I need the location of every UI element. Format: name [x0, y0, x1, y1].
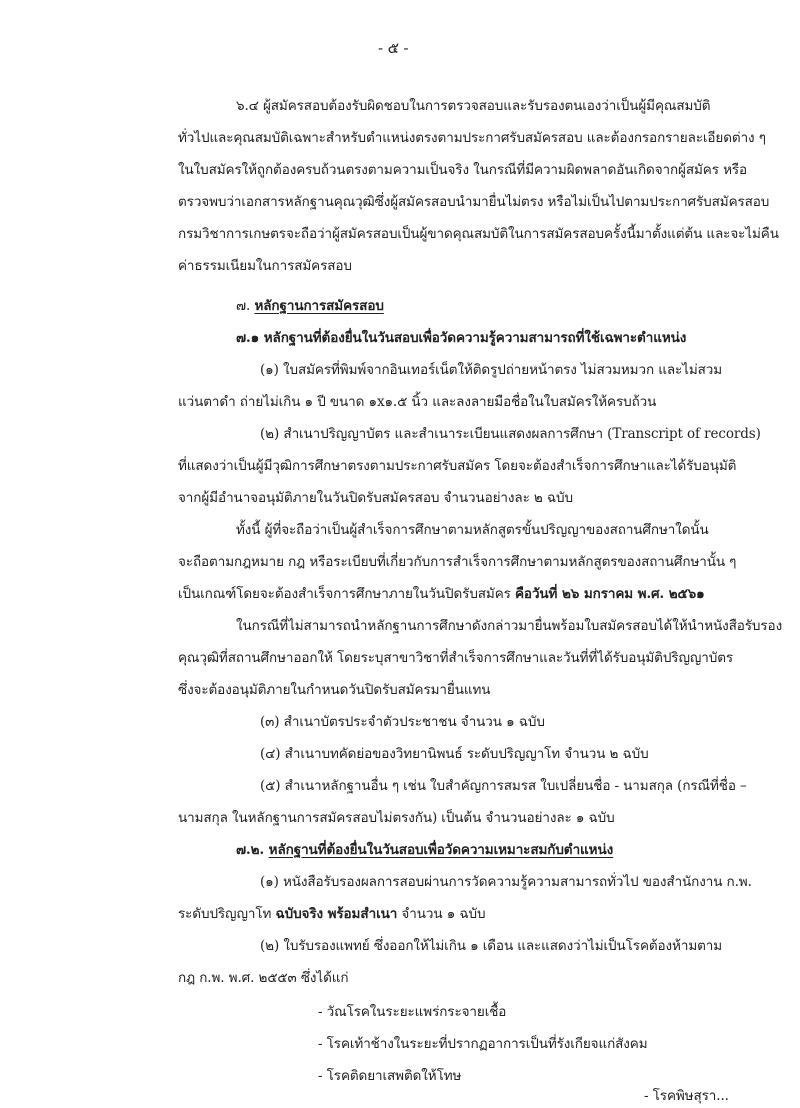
- closing-date: คือวันที่ ๒๖ มกราคม พ.ศ. ๒๕๖๑: [515, 586, 705, 602]
- disease-item-3: - โรคติดยาเสพติดให้โทษ: [318, 1068, 462, 1084]
- disease-item-2: - โรคเท้าช้างในระยะที่ปรากฏอาการเป็นที่รังเกียจแก่สังคม: [318, 1036, 648, 1052]
- p64-line-4: ตรวจพบว่าเอกสารหลักฐานคุณวุฒิซึ่งผู้สมัครสอบนำมายื่นไม่ตรง หรือไม่เป็นไปตามประกาศรับสมัครสอบ: [178, 194, 770, 210]
- item-5-line-1: (๕) สำเนาหลักฐานอื่น ๆ เช่น ใบสำคัญการสมรส ใบเปลี่ยนชื่อ - นามสกุล (กรณีที่ชื่อ –: [260, 778, 747, 794]
- doc-2-line-1: (๒) ใบรับรองแพทย์ ซึ่งออกให้ไม่เกิน ๑ เดือน และแสดงว่าไม่เป็นโรคต้องห้ามตาม: [260, 938, 723, 954]
- doc-1-suffix: จำนวน ๑ ฉบับ: [397, 906, 486, 922]
- section-7-number: ๗.: [236, 298, 251, 314]
- item-3: (๓) สำเนาบัตรประจำตัวประชาชน จำนวน ๑ ฉบับ: [260, 714, 545, 730]
- note-2-line-2: คุณวุฒิที่สถานศึกษาออกให้ โดยระบุสาขาวิชาที่สำเร็จการศึกษาและวันที่ที่ได้รับอนุมัติปริญญาบัตร: [178, 650, 734, 666]
- doc-1-line-1: (๑) หนังสือรับรองผลการสอบผ่านการวัดความรู้ความสามารถทั่วไป ของสำนักงาน ก.พ.: [260, 874, 752, 890]
- note-1-line-1: ทั้งนี้ ผู้ที่จะถือว่าเป็นผู้สำเร็จการศึกษาตามหลักสูตรขั้นปริญญาของสถานศึกษาใดนั้น: [236, 522, 709, 538]
- item-1-line-1: (๑) ใบสมัครที่พิมพ์จากอินเทอร์เน็ตให้ติดรูปถ่ายหน้าตรง ไม่สวมหมวก และไม่สวม: [260, 362, 723, 378]
- p64-line-5: กรมวิชาการเกษตรจะถือว่าผู้สมัครสอบเป็นผู้ขาดคุณสมบัติในการสมัครสอบครั้งนี้มาตั้งแต่ต้น และจะไม่คืน: [178, 226, 779, 242]
- p64-line-6: ค่าธรรมเนียมในการสมัครสอบ: [178, 258, 352, 274]
- section-7-1-heading: ๗.๑ หลักฐานที่ต้องยื่นในวันสอบเพื่อวัดความรู้ความสามารถที่ใช้เฉพาะตำแหน่ง: [236, 330, 687, 346]
- note-2-line-1: ในกรณีที่ไม่สามารถนำหลักฐานการศึกษาดังกล่าวมายื่นพร้อมใบสมัครสอบได้ให้นำหนังสือรับรอง: [236, 618, 783, 634]
- page-number: - ๕ -: [378, 39, 409, 57]
- section-7-title: หลักฐานการสมัครสอบ: [254, 298, 384, 314]
- item-4: (๔) สำเนาบทคัดย่อของวิทยานิพนธ์ ระดับปริญญาโท จำนวน ๒ ฉบับ: [260, 746, 649, 762]
- doc-2-line-2: กฎ ก.พ. พ.ศ. ๒๕๕๓ ซึ่งได้แก่: [178, 970, 349, 986]
- section-7-2-title: หลักฐานที่ต้องยื่นในวันสอบเพื่อวัดความเหมาะสมกับตำแหน่ง: [268, 842, 614, 858]
- section-7-2-heading: [236, 840, 613, 860]
- note-1-line-3: [178, 584, 705, 604]
- section-7-2-number: ๗.๒.: [236, 842, 265, 858]
- item-2-line-2: ที่แสดงว่าเป็นผู้มีวุฒิการศึกษาตรงตามประกาศรับสมัคร โดยจะต้องสำเร็จการศึกษาและได้รับอนุมัติ: [178, 458, 737, 474]
- doc-1-bold: ฉบับจริง พร้อมสำเนา: [275, 906, 398, 922]
- note-2-line-3: ซึ่งจะต้องอนุมัติภายในกำหนดวันปิดรับสมัครมายื่นแทน: [178, 682, 491, 698]
- item-5-line-2: นามสกุล ในหลักฐานการสมัครสอบไม่ตรงกัน) เป็นต้น จำนวนอย่างละ ๑ ฉบับ: [178, 810, 615, 826]
- section-7-heading: [236, 296, 384, 316]
- item-2-line-1: (๒) สำเนาปริญญาบัตร และสำเนาระเบียนแสดงผลการศึกษา (Transcript of records): [260, 426, 761, 442]
- doc-1-line-2: [178, 904, 485, 924]
- p64-line-2: ทั่วไปและคุณสมบัติเฉพาะสำหรับตำแหน่งตรงตามประกาศรับสมัครสอบ และต้องกรอกรายละเอียดต่าง ๆ: [178, 130, 766, 146]
- continuation-marker: - โรคพิษสุรา...: [644, 1088, 729, 1104]
- disease-item-1: - วัณโรคในระยะแพร่กระจายเชื้อ: [318, 1004, 507, 1020]
- item-2-line-3: จากผู้มีอำนาจอนุมัติภายในวันปิดรับสมัครสอบ จำนวนอย่างละ ๒ ฉบับ: [178, 490, 573, 506]
- doc-1-prefix: ระดับปริญญาโท: [178, 906, 276, 922]
- note-1-text: เป็นเกณฑ์โดยจะต้องสำเร็จการศึกษาภายในวันปิดรับสมัคร: [178, 586, 515, 602]
- p64-line-1: ๖.๔ ผู้สมัครสอบต้องรับผิดชอบในการตรวจสอบและรับรองตนเองว่าเป็นผู้มีคุณสมบัติ: [236, 98, 711, 114]
- p64-line-3: ในใบสมัครให้ถูกต้องครบถ้วนตรงตามความเป็นจริง ในกรณีที่มีความผิดพลาดอันเกิดจากผู้สมัคร หรือ: [178, 162, 748, 178]
- item-1-line-2: แว่นตาดำ ถ่ายไม่เกิน ๑ ปี ขนาด ๑x๑.๕ นิ้ว และลงลายมือชื่อในใบสมัครให้ครบถ้วน: [178, 394, 657, 410]
- note-1-line-2: จะถือตามกฎหมาย กฎ หรือระเบียบที่เกี่ยวกับการสำเร็จการศึกษาตามหลักสูตรของสถานศึกษานั้น ๆ: [178, 554, 737, 570]
